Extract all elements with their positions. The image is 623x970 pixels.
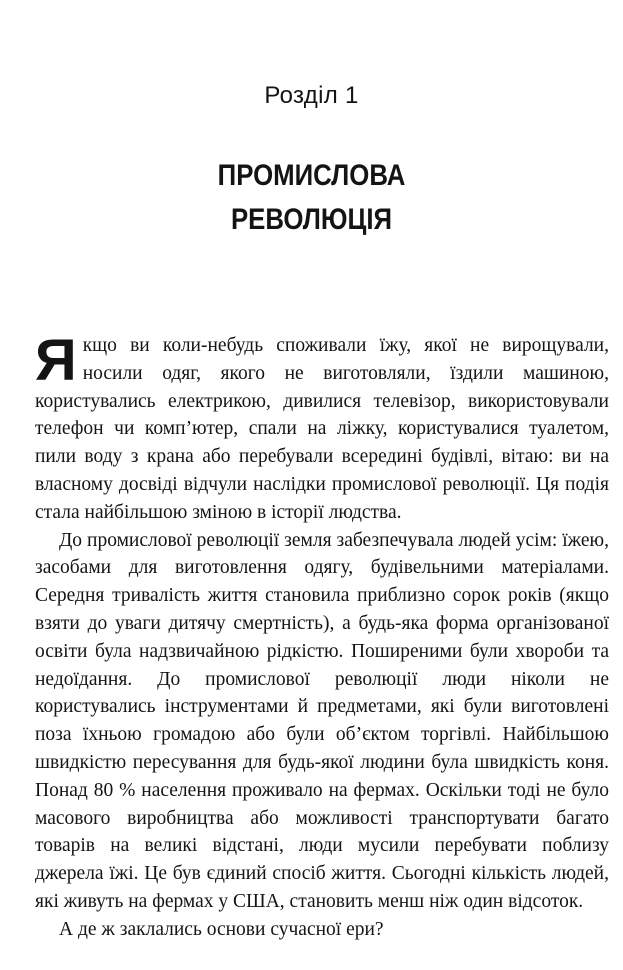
chapter-title-line-2: РЕВОЛЮЦІЯ [230, 203, 393, 236]
paragraph-1-text: кщо ви коли-небудь споживали їжу, якої не вирощували, носили одяг, якого не виготовляли, їздили машиною, користувались електрикою, дивилися телевізор, використовували телефон чи комп’ютер, спали на ліжку, користувалися туалетом, пили воду з крана або перебували всередині будівлі, вітаю: ви на власному досвіді відчули наслідки промислової революції. Ця подія стала найбільшою зміною в історії людства. [35, 335, 609, 523]
chapter-body [35, 328, 609, 944]
paragraph-1 [35, 328, 609, 527]
paragraph-2: До промислової революції земля забезпечувала людей усім: їжею, засобами для виготовлення одягу, будівельними матеріалами. Середня тривалість життя становила приблизно сорок років (якщо взяти до уваги дитячу смертність), а будь-яка форма організованої освіти була надзвичайною рідкістю. Поширеними були хвороби та недоїдання. До промислової революції люди ніколи не користувались інструментами й предметами, які були виготовлені поза їхньою громадою або були об’єктом торгівлі. Найбільшою швидкістю пересування для будь-якої людини була швидкість коня. Понад 80 % населення проживало на фермах. Оскільки тоді не було масового виробництва або можливості транспортувати багато товарів на великі відстані, люди мусили перебувати поблизу джерела їжі. Це був єдиний спосіб життя. Сьогодні кількість людей, які живуть на фермах у США, становить менш ніж один відсоток. [35, 529, 609, 912]
chapter-title [44, 154, 580, 242]
chapter-title-line-1: ПРОМИСЛОВА [217, 159, 406, 192]
paragraph-3: А де ж заклались основи сучасної ери? [59, 918, 384, 940]
drop-cap: Я [35, 328, 77, 393]
chapter-label: Розділ 1 [264, 82, 359, 109]
